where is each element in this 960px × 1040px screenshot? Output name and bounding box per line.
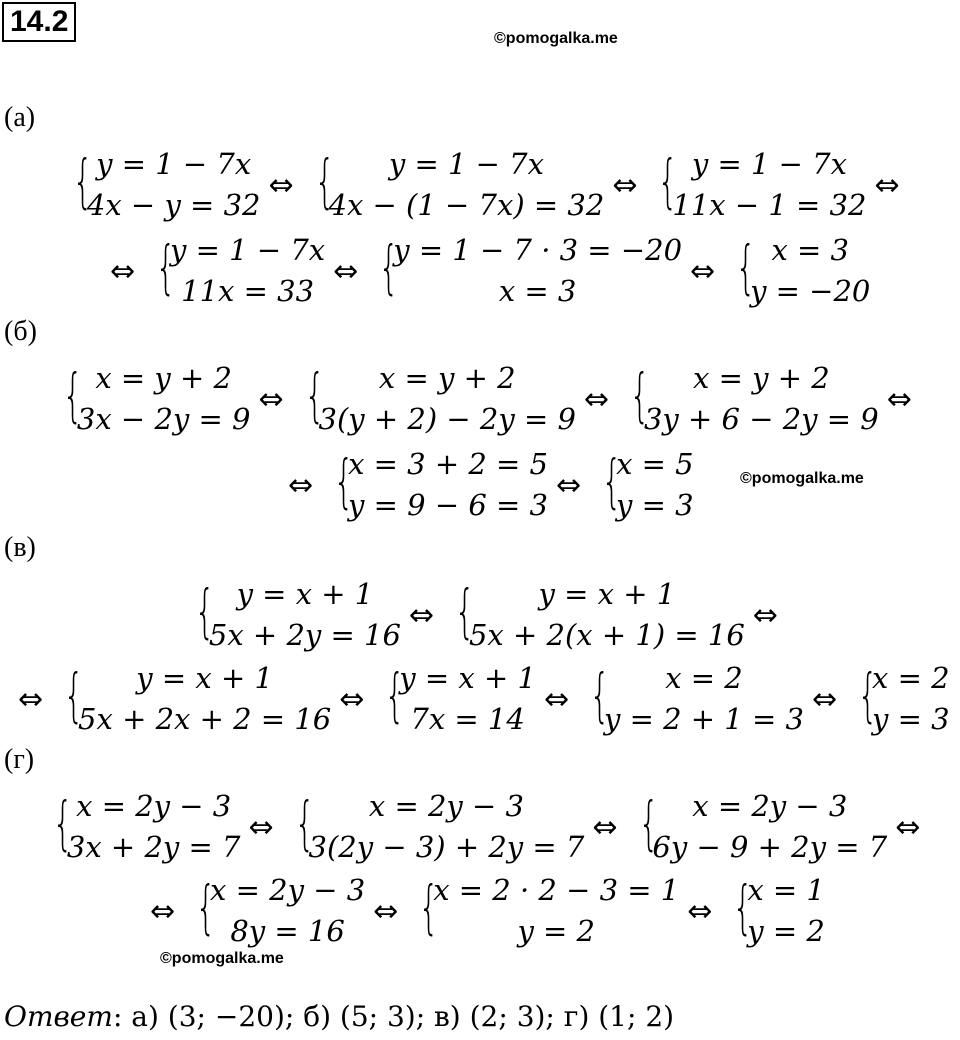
- equivalence-sign: ⇔: [408, 597, 435, 633]
- equation: y = x + 1: [236, 577, 374, 611]
- equation: y = 1 − 7x: [170, 233, 326, 267]
- equation-system: [50, 358, 250, 440]
- equation-system: [282, 786, 585, 868]
- equation: y = 3: [616, 488, 694, 522]
- equation: x = 2: [872, 661, 950, 695]
- equation: 3x − 2y = 9: [76, 402, 251, 436]
- watermark: ©pomogalka.me: [740, 470, 864, 487]
- answer-label: Ответ: [4, 1000, 113, 1033]
- equation: x = y + 2: [95, 361, 233, 395]
- equation: x = 3: [498, 274, 577, 308]
- equation: 7x = 14: [410, 702, 525, 736]
- brace-symbol: {: [735, 233, 757, 301]
- equation: x = 2y − 3: [692, 789, 848, 823]
- equation: x = 2 · 2 − 3 = 1: [433, 873, 680, 907]
- equation-system: [366, 230, 682, 312]
- equation: y = 3: [871, 702, 950, 736]
- equation-system: [406, 870, 679, 952]
- equation-system: [723, 230, 870, 312]
- watermark: ©pomogalka.me: [160, 950, 284, 967]
- part-v-line-1: [180, 574, 784, 656]
- equation: 6y − 9 + 2y = 7: [652, 830, 888, 864]
- equation: 5x + 2y = 16: [208, 618, 401, 652]
- equivalence-sign: ⇔: [895, 809, 921, 845]
- task-number: 14.2: [2, 2, 76, 42]
- equivalence-sign: ⇔: [886, 381, 912, 417]
- part-a-label: (а): [4, 102, 36, 133]
- equation-system: [577, 658, 804, 740]
- brace-symbol: {: [629, 361, 650, 429]
- part-v-line-2: [12, 658, 952, 740]
- equivalence-sign: ⇔: [333, 253, 359, 289]
- equation-system: [626, 786, 888, 868]
- equation: 5x + 2(x + 1) = 16: [468, 618, 745, 652]
- equation: 5x + 2x + 2 = 16: [78, 702, 332, 736]
- equation-system: [302, 144, 605, 226]
- equation-system: [372, 658, 536, 740]
- brace-symbol: {: [194, 577, 215, 645]
- equation-system: [617, 358, 879, 440]
- equation: y = −20: [750, 274, 871, 308]
- equivalence-sign: ⇔: [811, 681, 838, 717]
- brace-symbol: {: [62, 361, 83, 429]
- equation: x = 5: [616, 447, 694, 481]
- brace-symbol: {: [294, 789, 315, 857]
- equation-system: [845, 658, 949, 740]
- brace-symbol: {: [63, 661, 85, 729]
- part-b-line-2: [282, 444, 696, 526]
- watermark: ©pomogalka.me: [494, 30, 618, 47]
- equation: y = 2: [517, 914, 596, 948]
- equivalence-sign: ⇔: [687, 893, 713, 929]
- equation: 4x − (1 − 7x) = 32: [328, 188, 605, 222]
- equation: x = 2: [665, 661, 743, 695]
- brace-symbol: {: [732, 873, 754, 941]
- equation: y = 1 − 7x: [96, 147, 252, 181]
- equation: x = y + 2: [693, 361, 830, 395]
- equation: 4x − y = 32: [86, 188, 261, 222]
- equation: 3(y + 2) − 2y = 9: [318, 402, 576, 436]
- part-g-label: (г): [4, 744, 35, 775]
- part-g-line-1: [38, 786, 926, 868]
- equation-system: [183, 870, 365, 952]
- equation: y = 9 − 6 = 3: [348, 488, 548, 522]
- part-v-label: (в): [4, 532, 36, 563]
- equivalence-sign: ⇔: [612, 167, 638, 203]
- equivalence-sign: ⇔: [268, 167, 294, 203]
- part-a-line-2: [104, 230, 872, 312]
- equivalence-sign: ⇔: [150, 893, 176, 929]
- equation: x = 3: [771, 233, 849, 267]
- equation: y = 1 − 7 · 3 = −20: [393, 233, 683, 267]
- brace-symbol: {: [72, 147, 93, 215]
- equation: y = x + 1: [136, 661, 273, 695]
- equation-system: [51, 658, 331, 740]
- brace-symbol: {: [454, 577, 475, 645]
- answer-text: : а) (3; −20); б) (5; 3); в) (2; 3); г) (1; 2): [112, 1000, 675, 1033]
- equation: y = 2 + 1 = 3: [603, 702, 804, 736]
- equation: y = x + 1: [538, 577, 676, 611]
- equivalence-sign: ⇔: [543, 681, 570, 717]
- equivalence-sign: ⇔: [592, 809, 618, 845]
- equivalence-sign: ⇔: [373, 893, 399, 929]
- brace-symbol: {: [333, 447, 355, 515]
- equation: 3x + 2y = 7: [66, 830, 241, 864]
- brace-symbol: {: [314, 147, 335, 215]
- part-a-line-1: [58, 144, 906, 226]
- equivalence-sign: ⇔: [18, 681, 44, 717]
- brace-symbol: {: [155, 233, 177, 301]
- equation: x = 2y − 3: [210, 873, 366, 907]
- equivalence-sign: ⇔: [248, 809, 274, 845]
- equivalence-sign: ⇔: [556, 467, 582, 503]
- equation-system: [40, 786, 240, 868]
- equation: y = 2: [747, 914, 825, 948]
- equation: x = 3 + 2 = 5: [348, 447, 548, 481]
- brace-symbol: {: [52, 789, 73, 857]
- brace-symbol: {: [589, 661, 610, 729]
- equation-system: [143, 230, 325, 312]
- equivalence-sign: ⇔: [690, 253, 716, 289]
- brace-symbol: {: [601, 447, 623, 515]
- part-b-label: (б): [4, 316, 37, 347]
- equation: 11x = 33: [181, 274, 315, 308]
- equation-system: [589, 444, 693, 526]
- equation: x = 1: [747, 873, 825, 907]
- equation: 8y = 16: [230, 914, 345, 948]
- brace-symbol: {: [195, 873, 217, 941]
- answer: [4, 1000, 674, 1033]
- brace-symbol: {: [418, 873, 440, 941]
- equation: x = 2y − 3: [76, 789, 232, 823]
- equation-system: [60, 144, 260, 226]
- equation-system: [442, 574, 745, 656]
- part-b-line-1: [48, 358, 918, 440]
- equation-system: [321, 444, 548, 526]
- equation: 11x − 1 = 32: [672, 188, 867, 222]
- part-g-line-2: [144, 870, 827, 952]
- equation-system: [182, 574, 401, 656]
- equivalence-sign: ⇔: [258, 381, 284, 417]
- equivalence-sign: ⇔: [110, 253, 136, 289]
- equation-system: [720, 870, 824, 952]
- equivalence-sign: ⇔: [339, 681, 365, 717]
- equivalence-sign: ⇔: [583, 381, 610, 417]
- equation: 3y + 6 − 2y = 9: [643, 402, 879, 436]
- equation: x = y + 2: [378, 361, 516, 395]
- equation: y = 1 − 7x: [388, 147, 544, 181]
- equivalence-sign: ⇔: [874, 167, 900, 203]
- equation: 3(2y − 3) + 2y = 7: [308, 830, 585, 864]
- equation: x = 2y − 3: [368, 789, 524, 823]
- brace-symbol: {: [384, 661, 406, 729]
- brace-symbol: {: [638, 789, 659, 857]
- brace-symbol: {: [304, 361, 325, 429]
- equation: y = x + 1: [399, 661, 536, 695]
- equation-system: [645, 144, 866, 226]
- equation: y = 1 − 7x: [691, 147, 847, 181]
- equation-system: [292, 358, 576, 440]
- equivalence-sign: ⇔: [288, 467, 314, 503]
- brace-symbol: {: [857, 661, 878, 729]
- equivalence-sign: ⇔: [752, 597, 778, 633]
- brace-symbol: {: [378, 233, 400, 301]
- brace-symbol: {: [658, 147, 679, 215]
